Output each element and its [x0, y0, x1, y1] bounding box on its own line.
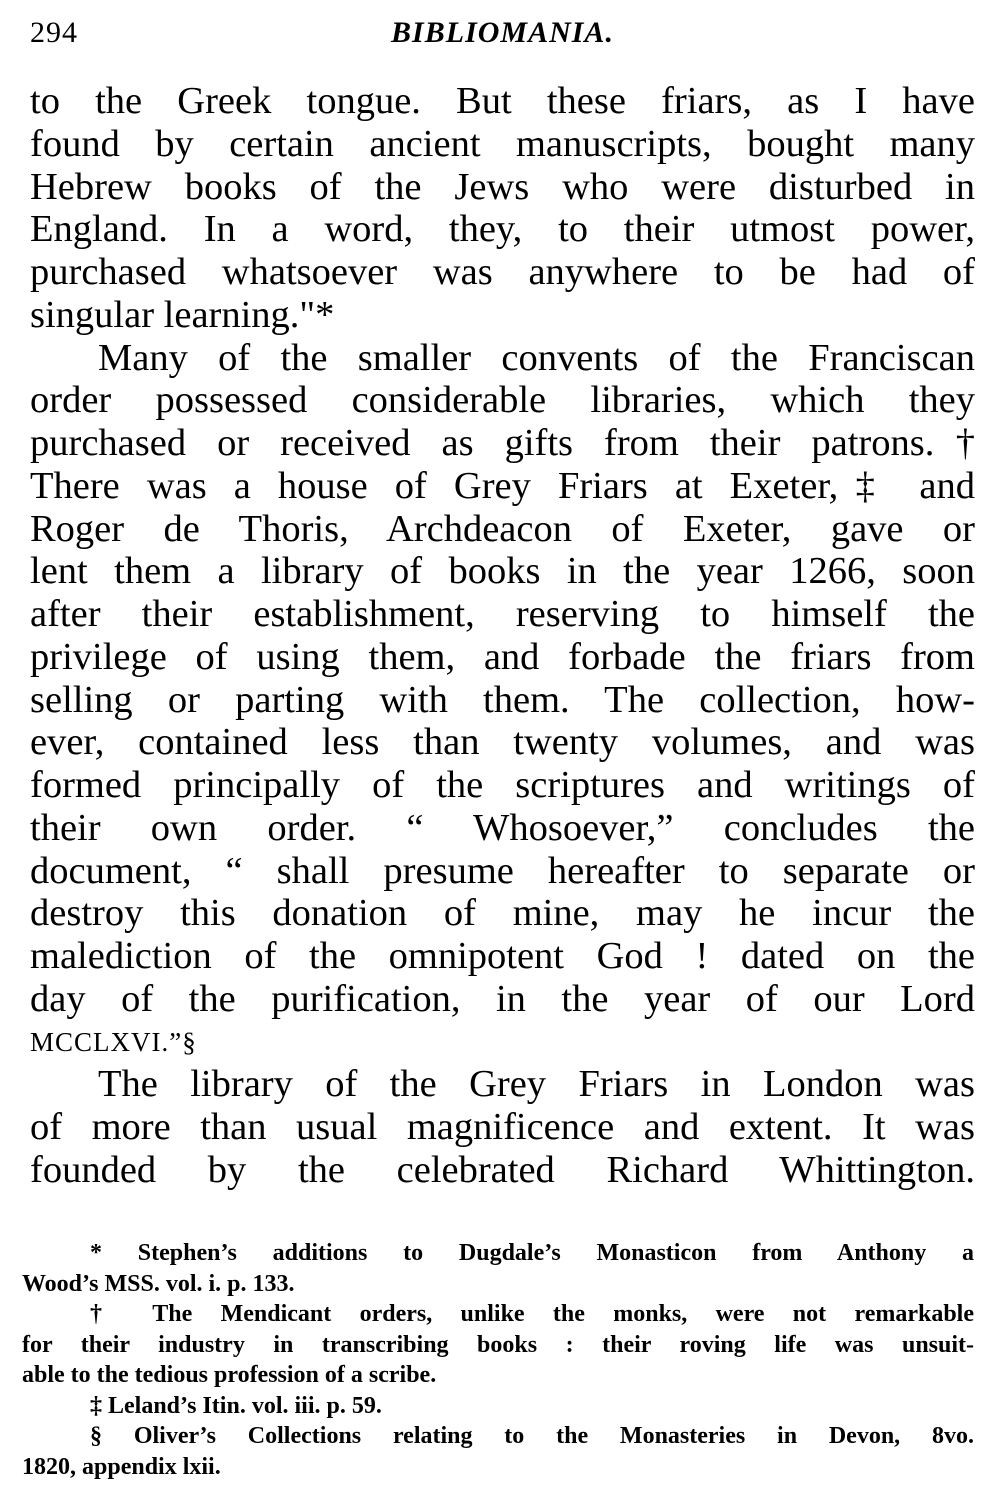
- text-line: selling or parting with them. The collection, how-: [30, 678, 975, 721]
- text-line: MCCLXVI.”§: [30, 1026, 197, 1057]
- text-line: destroy this donation of mine, may he incur the: [30, 892, 975, 935]
- text-line: found by certain ancient manuscripts, bought many: [30, 122, 975, 165]
- running-title: BIBLIOMANIA.: [391, 16, 614, 49]
- text-line: purchased whatsoever was anywhere to be had of: [30, 251, 975, 293]
- body-text: [30, 80, 975, 1192]
- page-number: 294: [30, 16, 78, 49]
- footnote-line: for their industry in transcribing books : their roving life was unsuit-: [22, 1331, 974, 1358]
- text-line: The library of the Grey Friars in London was: [98, 1063, 975, 1106]
- text-line: formed principally of the scriptures and writings of: [30, 764, 975, 806]
- footnote-line: ‡ Leland’s Itin. vol. iii. p. 59.: [90, 1392, 382, 1419]
- text-line: founded by the celebrated Richard Whittington.: [30, 1148, 975, 1191]
- text-line: day of the purification, in the year of our Lord: [30, 977, 975, 1020]
- text-line: their own order. “ Whosoever,” concludes the: [30, 806, 975, 849]
- text-line: ever, contained less than twenty volumes, and was: [30, 721, 975, 764]
- text-line: of more than usual magnificence and extent. It was: [30, 1106, 975, 1148]
- text-line: order possessed considerable libraries, which they: [30, 379, 975, 422]
- text-line: to the Greek tongue. But these friars, as I have: [30, 80, 975, 122]
- text-line: Hebrew books of the Jews who were disturbed in: [30, 165, 975, 208]
- text-line: There was a house of Grey Friars at Exeter,‡ and: [30, 464, 975, 507]
- footnote-line: able to the tedious profession of a scribe.: [22, 1362, 437, 1388]
- footnotes: [22, 1238, 974, 1482]
- text-line: Roger de Thoris, Archdeacon of Exeter, gave or: [30, 507, 975, 550]
- footnote-line: 1820, appendix lxii.: [22, 1453, 221, 1480]
- text-line: singular learning."*: [30, 293, 335, 336]
- text-line: after their establishment, reserving to himself the: [30, 593, 975, 635]
- page-header: [30, 16, 975, 56]
- text-line: lent them a library of books in the year 1266, soon: [30, 550, 975, 593]
- text-line: privilege of using them, and forbade the friars from: [30, 635, 975, 678]
- text-line: England. In a word, they, to their utmost power,: [30, 208, 975, 251]
- footnote-line: § Oliver’s Collections relating to the Monasteries in Devon, 8vo.: [90, 1423, 974, 1449]
- text-line: malediction of the omnipotent God ! dated on the: [30, 935, 975, 977]
- text-line: document, “ shall presume hereafter to separate or: [30, 849, 975, 892]
- text-line: Many of the smaller convents of the Franciscan: [98, 336, 975, 379]
- text-line: purchased or received as gifts from their patrons.†: [30, 422, 975, 464]
- footnote-line: Wood’s MSS. vol. i. p. 133.: [22, 1270, 295, 1297]
- footnote-line: † The Mendicant orders, unlike the monks, were not remarkable: [90, 1301, 974, 1327]
- footnote-line: * Stephen’s additions to Dugdale’s Monasticon from Anthony a: [90, 1240, 974, 1266]
